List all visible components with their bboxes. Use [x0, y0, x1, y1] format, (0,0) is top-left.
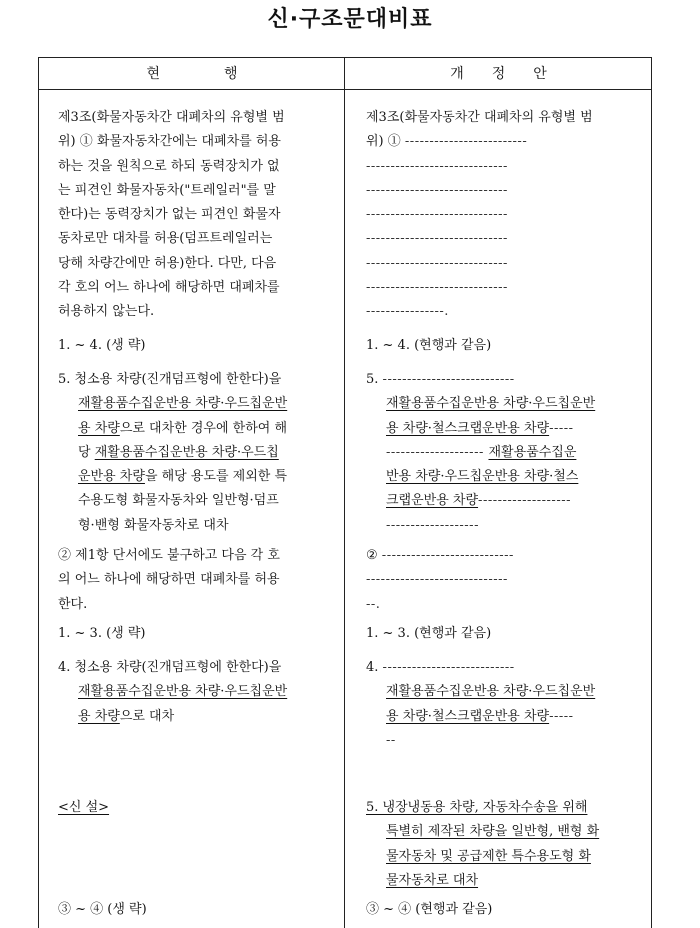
header-current: 현행 — [146, 66, 302, 82]
text-line — [58, 705, 342, 729]
underlined-text: 재활용품수집운반용 차량·우드칩 — [94, 444, 279, 460]
text-line: 당해 차량간에만 허용)한다. 다만, 다음 — [58, 255, 277, 271]
text-line: ③ ~ ④ (생 략) — [58, 902, 147, 917]
column-divider — [344, 57, 345, 928]
unchanged-dashes: ----------------------------- — [366, 280, 508, 296]
underlined-text: 크랩운반용 차량 — [386, 493, 479, 509]
current-item-5 — [58, 368, 342, 538]
underlined-text: 재활용품수집운반용 차량·우드칩운반 — [78, 396, 288, 412]
text-line — [366, 368, 648, 392]
text-line: 하는 것을 원칙으로 하되 동력장치가 없 — [58, 158, 280, 174]
underlined-text: 물자동차로 대차 — [386, 872, 479, 888]
text: 4. — [366, 660, 383, 675]
underlined-text: 용 차량 — [78, 708, 120, 724]
text-line — [366, 705, 648, 729]
unchanged-dashes: --------------------------- — [382, 372, 515, 387]
proposed-items-1-4 — [366, 334, 648, 358]
unchanged-dashes: ----------------------------- — [366, 255, 508, 271]
text-line: 수용도형 화물자동차와 일반형·덤프 — [78, 493, 279, 509]
proposed-new-item-5 — [366, 796, 648, 893]
text-line — [366, 680, 648, 704]
current-paragraphs-3-4 — [58, 898, 342, 922]
text-line — [366, 489, 648, 513]
proposed-paragraphs-3-4 — [366, 898, 648, 922]
text-line: 동차로만 대차를 허용(덤프트레일러는 — [58, 231, 273, 247]
text-line: 1. ~ 4. (생 략) — [58, 338, 146, 353]
proposed-item-5 — [366, 368, 648, 538]
underlined-text: 반용 차량·우드칩운반용 차량·철스 — [386, 469, 579, 485]
text-line — [58, 465, 342, 489]
text-line — [366, 465, 648, 489]
text-line: 한다. — [58, 596, 88, 612]
underlined-text: 재활용품수집운 — [488, 444, 577, 460]
text-line — [366, 820, 648, 844]
text-line — [366, 656, 648, 680]
unchanged-dashes: ----------------------------- — [366, 572, 508, 588]
text-line — [58, 441, 342, 465]
text-line: 위) ① 화물자동차간에는 대폐차를 허용 — [58, 134, 281, 150]
text-line — [366, 417, 648, 441]
proposed-items-1-3 — [366, 622, 648, 646]
text: 위) ① — [366, 134, 405, 150]
text-line — [366, 869, 648, 893]
unchanged-dashes: ------------------------- — [404, 134, 528, 150]
text: 으로 대차한 경우에 한하여 해 — [119, 420, 288, 436]
unchanged-dashes: -------------------- — [386, 444, 489, 460]
current-items-1-4 — [58, 334, 342, 358]
current-items-1-3 — [58, 622, 342, 646]
unchanged-dashes: ----------------------------- — [366, 207, 508, 223]
text-line: 의 어느 하나에 해당하면 대폐차를 허용 — [58, 572, 280, 588]
text-line: 각 호의 어느 하나에 해당하면 대폐차를 — [58, 280, 280, 296]
text-line — [366, 392, 648, 416]
proposed-item-4 — [366, 656, 648, 753]
underlined-text: 물자동차 및 공급제한 특수용도형 화 — [386, 848, 591, 864]
underlined-text: 재활용품수집운반용 차량·우드칩운반 — [386, 684, 596, 700]
text: 5. — [366, 372, 383, 387]
new-provision-label: <신 설> — [58, 800, 110, 815]
unchanged-dashes: --. — [366, 596, 381, 612]
text-line: 제3조(화물자동차간 대폐차의 유형별 범 — [58, 110, 285, 125]
current-new-marker — [58, 796, 342, 820]
text-line: 1. ~ 4. (현행과 같음) — [366, 338, 492, 353]
unchanged-dashes: ------------------- — [386, 517, 479, 533]
text-line: 한다)는 동력장치가 없는 피견인 화물자 — [58, 207, 281, 223]
unchanged-dashes: --------------------------- — [381, 548, 514, 563]
text-line — [366, 845, 648, 869]
text-line: 1. ~ 3. (생 략) — [58, 626, 146, 641]
proposed-article-3 — [366, 106, 648, 325]
unchanged-dashes: ----------------------------- — [366, 182, 508, 198]
text-line: ③ ~ ④ (현행과 같음) — [366, 902, 493, 917]
unchanged-dashes: ----------------------------- — [366, 158, 508, 174]
text: 으로 대차 — [119, 708, 175, 724]
text-line: 형·밴형 화물자동차로 대차 — [78, 517, 229, 533]
header-divider — [38, 89, 652, 90]
text: 을 해당 용도를 제외한 특 — [144, 469, 288, 485]
text-line — [58, 392, 342, 416]
text-line: 허용하지 않는다. — [58, 304, 155, 320]
current-item-4 — [58, 656, 342, 729]
text-line — [366, 130, 648, 154]
text-line — [366, 544, 648, 568]
underlined-text: 재활용품수집운반용 차량·우드칩운반 — [386, 396, 596, 412]
underlined-text: 용 차량·철스크랩운반용 차량 — [386, 420, 550, 436]
text-line: 1. ~ 3. (현행과 같음) — [366, 626, 492, 641]
unchanged-dashes: ----------------------------- — [366, 231, 508, 247]
header-proposed: 개정안 — [450, 66, 575, 82]
page-title: 신·구조문대비표 — [267, 7, 433, 32]
underlined-text: 특별히 제작된 차량을 일반형, 밴형 화 — [386, 824, 600, 840]
underlined-text: 운반용 차량 — [78, 469, 145, 485]
current-paragraph-2 — [58, 544, 342, 617]
unchanged-dashes: -- — [386, 732, 396, 748]
underlined-text: 용 차량 — [78, 420, 120, 436]
unchanged-dashes: ----------------. — [366, 304, 449, 320]
unchanged-dashes: ----- — [549, 420, 574, 436]
text-line: 5. 청소용 차량(진개덤프형에 한한다)을 — [58, 372, 282, 387]
unchanged-dashes: --------------------------- — [382, 660, 515, 675]
text-line — [58, 680, 342, 704]
unchanged-dashes: ----- — [549, 708, 574, 724]
underlined-text: 5. 냉장냉동용 차량, 자동차수송을 위해 — [366, 800, 588, 815]
text-line — [366, 441, 648, 465]
text-line: 제3조(화물자동차간 대폐차의 유형별 범 — [366, 110, 593, 125]
current-article-3 — [58, 106, 342, 325]
underlined-text: 재활용품수집운반용 차량·우드칩운반 — [78, 684, 288, 700]
text-line: 는 피견인 화물자동차("트레일러"를 말 — [58, 182, 276, 198]
text: 당 — [78, 444, 95, 460]
unchanged-dashes: ------------------- — [478, 493, 572, 509]
underlined-text: 용 차량·철스크랩운반용 차량 — [386, 708, 550, 724]
proposed-paragraph-2 — [366, 544, 648, 617]
text-line — [58, 417, 342, 441]
text: ② — [366, 548, 382, 563]
text-line: ② 제1항 단서에도 불구하고 다음 각 호 — [58, 548, 280, 563]
text-line: 4. 청소용 차량(진개덤프형에 한한다)을 — [58, 660, 282, 675]
